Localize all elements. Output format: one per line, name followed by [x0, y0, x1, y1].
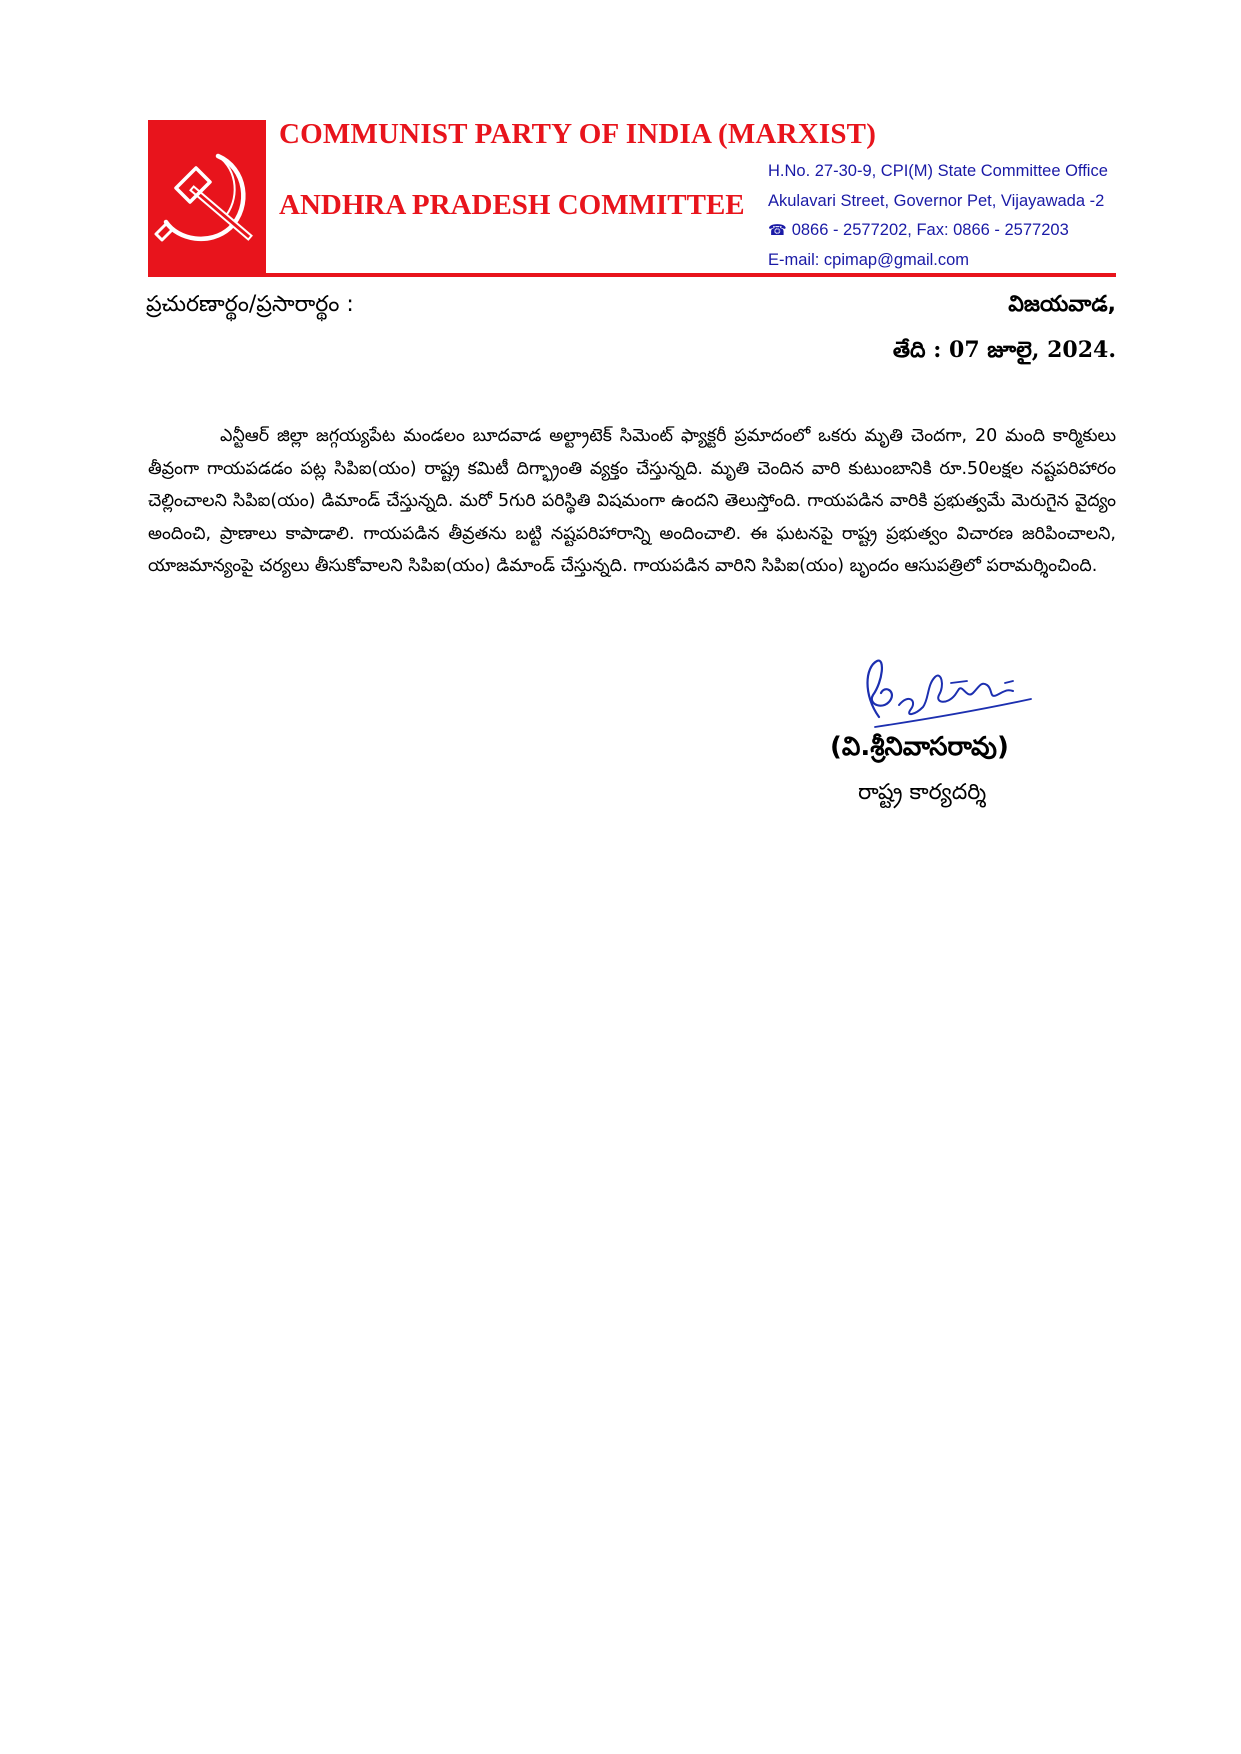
contact-email: E-mail: cpimap@gmail.com — [768, 251, 970, 269]
telephone-icon: ☎ — [768, 222, 787, 239]
hammer-sickle-icon — [148, 120, 266, 276]
party-logo — [148, 120, 266, 276]
letterhead-divider — [148, 273, 1116, 277]
phone-fax-text: 0866 - 2577202, Fax: 0866 - 2577203 — [791, 221, 1069, 239]
press-date: తేది : 07 జూలై, 2024. — [892, 337, 1116, 363]
signatory-name: (వి.శ్రీనివాసరావు) — [830, 732, 1009, 762]
signatory-role: రాష్ట్ర కార్యదర్శి — [858, 780, 987, 805]
release-label: ప్రచురణార్థం/ప్రసారార్థం : — [146, 292, 354, 317]
press-release-body: ఎన్టీఆర్ జిల్లా జగ్గయ్యపేట మండలం బూదవాడ అల్ట్రాటెక్ సిమెంట్ ఫ్యాక్టరీ ప్రమాదంలో ఒకరు మృతి చెందగా, 20 మంది కార్మికులు తీవ్రంగా గాయపడడం పట్ల సిపిఐ(యం) రాష్ట్ర కమిటీ దిగ్భ్రాంతి వ్యక్తం చేస్తున్నది. మృతి చెందిన వారి కుటుంబానికి రూ.50లక్షల నష్టపరిహారం చెల్లించాలని సిపిఐ(యం) డిమాండ్ చేస్తున్నది. మరో 5గురి పరిస్థితి విషమంగా ఉందని తెలుస్తోంది. గాయపడిన వారికి ప్రభుత్వమే మెరుగైన వైద్యం అందించి, ప్రాణాలు కాపాడాలి. గాయపడిన తీవ్రతను బట్టి నష్టపరిహారాన్ని అందించాలి. ఈ ఘటనపై రాష్ట్ర ప్రభుత్వం విచారణ జరిపించాలని, యాజమాన్యంపై చర్యలు తీసుకోవాలని సిపిఐ(యం) డిమాండ్ చేస్తున్నది. గాయపడిన వారిని సిపిఐ(యం) బృందం ఆసుపత్రిలో పరామర్శించింది. — [148, 426, 1116, 576]
address-line-1: H.No. 27-30-9, CPI(M) State Committee Office — [768, 162, 1108, 180]
committee-name: ANDHRA PRADESH COMMITTEE — [279, 189, 745, 221]
place-name: విజయవాడ, — [1008, 292, 1116, 317]
address-line-2: Akulavari Street, Governor Pet, Vijayawada -2 — [768, 192, 1105, 210]
contact-phone-fax — [768, 221, 1069, 240]
handwritten-signature — [855, 655, 1055, 739]
party-name: COMMUNIST PARTY OF INDIA (MARXIST) — [279, 118, 877, 150]
